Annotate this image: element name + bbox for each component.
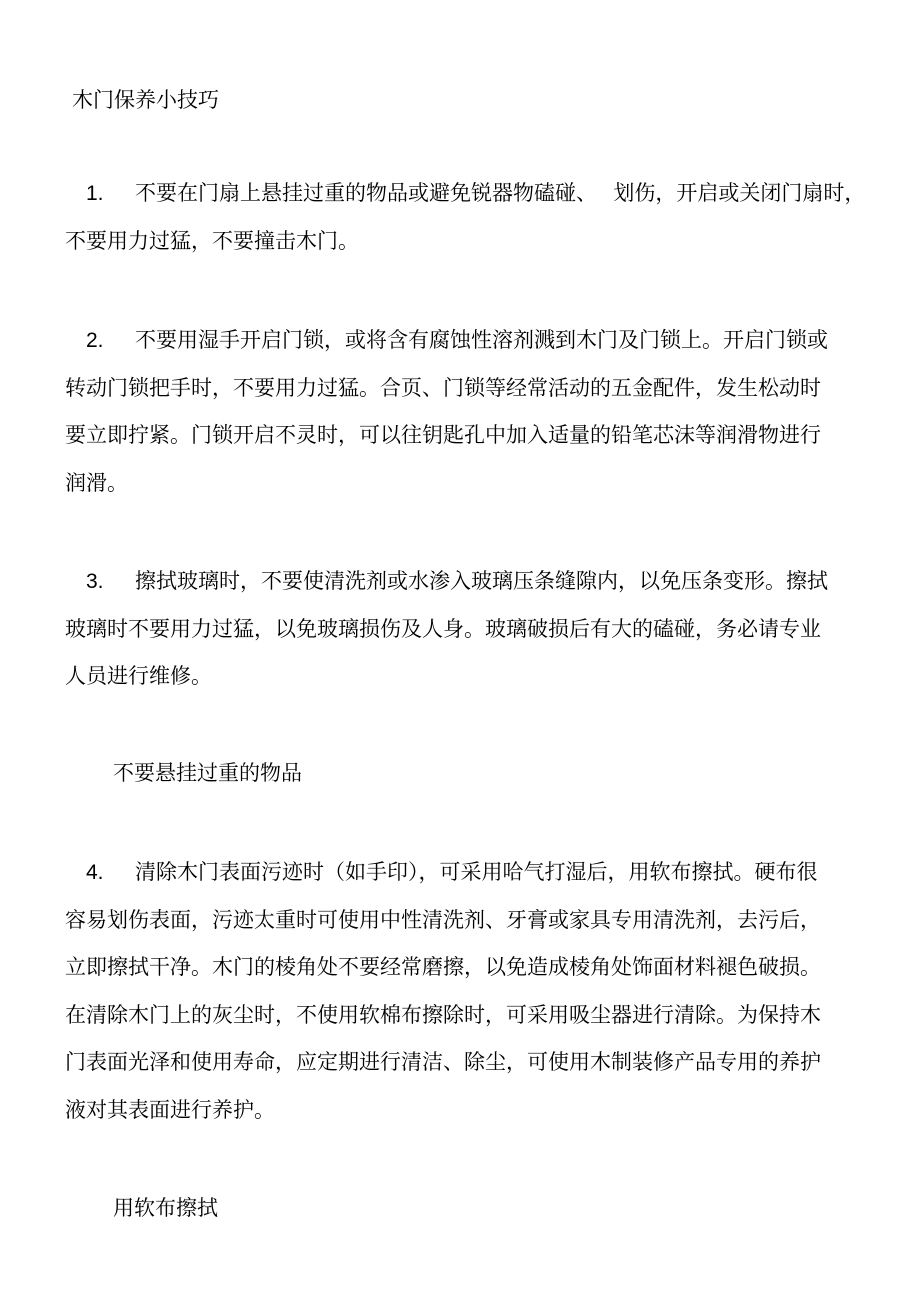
list-number-4: 4. bbox=[86, 861, 104, 884]
paragraph-1-line-2: 不要用力过猛，不要撞击木门。 bbox=[65, 229, 359, 253]
paragraph-4-line-5: 门表面光泽和使用寿命，应定期进行清洁、除尘，可使用木制装修产品专用的养护 bbox=[65, 1051, 821, 1074]
caption-heavy-items: 不要悬挂过重的物品 bbox=[113, 762, 302, 785]
paragraph-3-line-3: 人员进行维修。 bbox=[65, 665, 212, 688]
paragraph-4-line-3: 立即擦拭干净。木门的棱角处不要经常磨擦，以免造成棱角处饰面材料褪色破损。 bbox=[65, 956, 821, 979]
list-number-2: 2. bbox=[86, 329, 104, 352]
paragraph-4-line-6: 液对其表面进行养护。 bbox=[65, 1098, 275, 1122]
paragraph-4 bbox=[65, 849, 821, 1134]
list-number-1: 1. bbox=[86, 182, 104, 205]
paragraph-4-line-2: 容易划伤表面，污迹太重时可使用中性清洗剂、牙膏或家具专用清洗剂，去污后， bbox=[65, 908, 821, 932]
paragraph-1-line-1: 不要在门扇上悬挂过重的物品或避免锐器物磕碰、 划伤，开启或关闭门扇时， bbox=[135, 182, 866, 205]
paragraph-2-line-2: 转动门锁把手时，不要用力过猛。合页、门锁等经常活动的五金配件，发生松动时 bbox=[65, 376, 821, 400]
paragraph-3-line-2: 玻璃时不要用力过猛，以免玻璃损伤及人身。玻璃破损后有大的磕碰，务必请专业 bbox=[65, 617, 821, 641]
paragraph-2 bbox=[65, 317, 828, 507]
paragraph-2-line-4: 润滑。 bbox=[65, 471, 128, 495]
paragraph-4-line-4: 在清除木门上的灰尘时，不使用软棉布擦除时，可采用吸尘器进行清除。为保持木 bbox=[65, 1003, 821, 1027]
paragraph-1 bbox=[65, 170, 865, 265]
document-title: 木门保养小技巧 bbox=[72, 89, 219, 112]
paragraph-2-line-1: 不要用湿手开启门锁，或将含有腐蚀性溶剂溅到木门及门锁上。开启门锁或 bbox=[135, 329, 828, 352]
paragraph-3 bbox=[65, 558, 828, 701]
caption-soft-cloth: 用软布擦拭 bbox=[113, 1197, 218, 1220]
paragraph-2-line-3: 要立即拧紧。门锁开启不灵时，可以往钥匙孔中加入适量的铅笔芯沫等润滑物进行 bbox=[65, 424, 821, 447]
paragraph-3-line-1: 擦拭玻璃时，不要使清洗剂或水渗入玻璃压条缝隙内，以免压条变形。擦拭 bbox=[135, 570, 828, 593]
paragraph-4-line-1: 清除木门表面污迹时（如手印），可采用哈气打湿后，用软布擦拭。硬布很 bbox=[135, 861, 818, 884]
list-number-3: 3. bbox=[86, 570, 104, 593]
